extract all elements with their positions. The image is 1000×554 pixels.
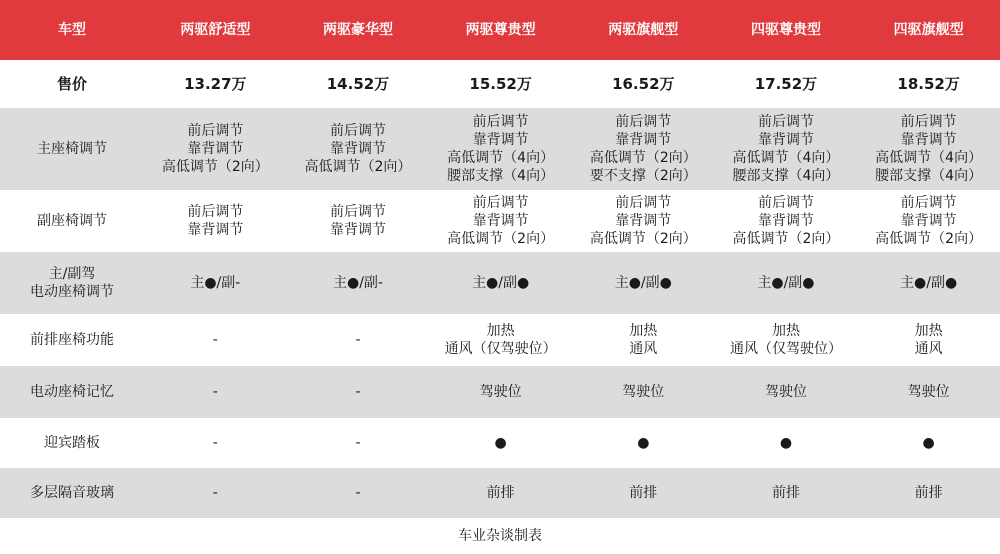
spec-value: 靠背调节	[187, 141, 244, 157]
header-row	[0, 0, 1000, 60]
spec-value: 高低调节（4向）	[447, 150, 555, 166]
spec-value: 腰部支撑（4向）	[447, 168, 555, 184]
spec-value: 高低调节（2向）	[447, 231, 555, 247]
row-label: 前排座椅功能	[30, 332, 114, 348]
spec-value: 通风	[914, 341, 943, 357]
spec-cell	[287, 418, 430, 468]
spec-value: -	[212, 485, 218, 501]
spec-value: 靠背调节	[615, 132, 672, 148]
trim-header: 四驱旗舰型	[857, 0, 1000, 60]
spec-cell	[429, 366, 572, 418]
spec-value: 前后调节	[757, 195, 814, 211]
spec-value: 靠背调节	[329, 222, 386, 238]
spec-value: 靠背调节	[757, 213, 814, 229]
spec-value: 前后调节	[472, 114, 529, 130]
spec-cell	[572, 418, 715, 468]
spec-cell	[287, 190, 430, 252]
spec-cell	[857, 468, 1000, 518]
spec-value: 前排	[914, 485, 943, 501]
spec-value: ●	[922, 435, 935, 451]
spec-cell	[429, 190, 572, 252]
spec-value: 靠背调节	[615, 213, 672, 229]
spec-value: 前后调节	[757, 114, 814, 130]
spec-cell	[287, 60, 430, 108]
spec-cell	[857, 418, 1000, 468]
spec-value: 高低调节（2向）	[161, 159, 269, 175]
spec-value: 主●/副-	[190, 275, 241, 291]
spec-cell	[144, 252, 287, 314]
spec-cell	[857, 190, 1000, 252]
spec-cell	[857, 252, 1000, 314]
spec-cell	[572, 252, 715, 314]
spec-cell	[572, 314, 715, 366]
spec-value: -	[212, 384, 218, 400]
trim-header: 两驱尊贵型	[429, 0, 572, 60]
spec-value: 靠背调节	[757, 132, 814, 148]
row-label: 主座椅调节	[37, 141, 107, 157]
spec-value: 加热	[914, 323, 943, 339]
spec-cell	[287, 108, 430, 190]
row-label: 迎宾踏板	[44, 435, 100, 451]
spec-value: 高低调节（4向）	[732, 150, 840, 166]
spec-cell	[429, 314, 572, 366]
spec-value: 17.52万	[754, 75, 818, 93]
row-label: 电动座椅记忆	[30, 384, 114, 400]
table-row	[0, 366, 1000, 418]
spec-value: 腰部支撑（4向）	[875, 168, 983, 184]
spec-cell	[715, 252, 858, 314]
trim-header: 两驱豪华型	[287, 0, 430, 60]
row-label: 多层隔音玻璃	[30, 485, 114, 501]
spec-value: 驾驶位	[479, 384, 522, 400]
row-label: 售价	[56, 75, 87, 93]
spec-cell	[429, 60, 572, 108]
spec-value: 前后调节	[187, 204, 244, 220]
spec-cell	[715, 314, 858, 366]
spec-value: 驾驶位	[764, 384, 807, 400]
spec-value: 靠背调节	[900, 213, 957, 229]
spec-value: 驾驶位	[622, 384, 665, 400]
spec-cell	[572, 60, 715, 108]
spec-cell	[857, 108, 1000, 190]
spec-cell	[144, 108, 287, 190]
spec-value: 前后调节	[329, 123, 386, 139]
table-row	[0, 108, 1000, 190]
spec-value: -	[355, 485, 361, 501]
spec-value: 前后调节	[615, 114, 672, 130]
spec-cell	[287, 252, 430, 314]
spec-value: 腰部支撑（4向）	[732, 168, 840, 184]
table-row	[0, 60, 1000, 108]
spec-cell	[144, 366, 287, 418]
spec-cell	[144, 60, 287, 108]
spec-value: 通风（仅驾驶位）	[729, 341, 842, 357]
spec-value: -	[355, 332, 361, 348]
spec-cell	[715, 366, 858, 418]
spec-cell	[144, 418, 287, 468]
spec-value: 13.27万	[184, 75, 247, 93]
spec-cell	[715, 418, 858, 468]
spec-value: 加热	[629, 323, 658, 339]
spec-cell	[572, 108, 715, 190]
spec-cell	[857, 60, 1000, 108]
row-label	[0, 252, 144, 314]
spec-value: ●	[637, 435, 650, 451]
spec-value: 前排	[771, 485, 800, 501]
spec-value: ●	[494, 435, 507, 451]
row-label-line: 主/副驾	[48, 266, 96, 282]
spec-value: ●	[779, 435, 793, 451]
spec-value: 高低调节（2向）	[304, 159, 412, 175]
spec-value: 高低调节（2向）	[732, 231, 840, 247]
spec-cell	[572, 190, 715, 252]
spec-cell	[715, 60, 858, 108]
spec-value: 靠背调节	[900, 132, 957, 148]
trim-header: 两驱旗舰型	[572, 0, 715, 60]
spec-value: 驾驶位	[907, 384, 950, 400]
spec-value: 15.52万	[469, 75, 532, 93]
spec-value: 前后调节	[472, 195, 529, 211]
spec-cell	[715, 108, 858, 190]
spec-value: 通风（仅驾驶位）	[444, 341, 557, 357]
spec-cell	[287, 468, 430, 518]
spec-cell	[715, 468, 858, 518]
spec-cell	[857, 314, 1000, 366]
spec-value: 主●/副-	[332, 275, 383, 291]
spec-value: 通风	[629, 341, 658, 357]
spec-value: 主●/副●	[472, 275, 530, 291]
spec-value: 18.52万	[897, 75, 960, 93]
spec-value: -	[355, 435, 361, 451]
spec-value: 靠背调节	[187, 222, 244, 238]
spec-cell	[857, 366, 1000, 418]
trim-header: 四驱尊贵型	[715, 0, 858, 60]
spec-value: -	[212, 435, 218, 451]
table-row	[0, 418, 1000, 468]
spec-cell	[572, 468, 715, 518]
spec-value: 16.52万	[612, 75, 675, 93]
spec-value: 前排	[486, 485, 515, 501]
spec-cell	[144, 190, 287, 252]
spec-cell	[144, 468, 287, 518]
spec-value: 主●/副●	[757, 275, 815, 291]
spec-value: 前后调节	[900, 195, 957, 211]
spec-value: 主●/副●	[900, 275, 958, 291]
trim-header: 两驱舒适型	[144, 0, 287, 60]
table-row	[0, 468, 1000, 518]
spec-cell	[287, 366, 430, 418]
spec-value: 高低调节（2向）	[589, 231, 697, 247]
table-row	[0, 314, 1000, 366]
spec-value: 前排	[629, 485, 658, 501]
spec-value: 前后调节	[187, 123, 244, 139]
spec-value: 高低调节（4向）	[875, 150, 983, 166]
spec-cell	[429, 468, 572, 518]
spec-value: 前后调节	[615, 195, 672, 211]
spec-cell	[144, 314, 287, 366]
spec-cell	[429, 108, 572, 190]
table-row	[0, 252, 1000, 314]
table-row	[0, 190, 1000, 252]
spec-cell	[429, 418, 572, 468]
spec-value: 加热	[771, 323, 800, 339]
row-label: 副座椅调节	[37, 213, 107, 229]
spec-value: 加热	[486, 323, 515, 339]
spec-cell	[429, 252, 572, 314]
spec-cell	[287, 314, 430, 366]
spec-value: 靠背调节	[472, 213, 529, 229]
table-credit: 车业杂谈制表	[0, 518, 1000, 554]
spec-value: 前后调节	[900, 114, 957, 130]
spec-value: -	[212, 332, 218, 348]
row-label-line: 电动座椅调节	[30, 284, 114, 300]
spec-value: 靠背调节	[472, 132, 529, 148]
spec-value: 高低调节（2向）	[875, 231, 983, 247]
spec-cell	[715, 190, 858, 252]
spec-cell	[572, 366, 715, 418]
spec-value: 靠背调节	[329, 141, 386, 157]
spec-value: 前后调节	[329, 204, 386, 220]
header-row-label: 车型	[0, 0, 144, 60]
spec-value: -	[355, 384, 361, 400]
spec-value: 主●/副●	[614, 275, 672, 291]
spec-value: 高低调节（2向）	[589, 150, 697, 166]
spec-value: 14.52万	[326, 75, 390, 93]
spec-value: 要不支撑（2向）	[589, 168, 697, 184]
